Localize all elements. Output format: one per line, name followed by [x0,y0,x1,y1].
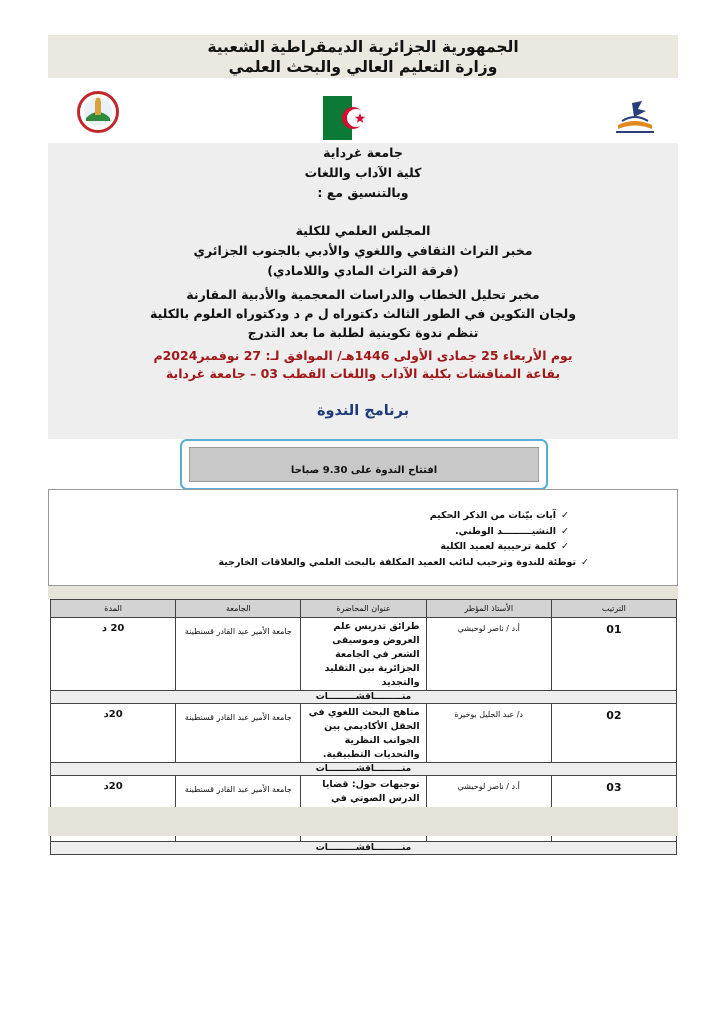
lab1-name: مخبر التراث الثقافي واللغوي والأدبي بالجنوب الجزائري [193,243,533,258]
header-duration: المدة [51,600,176,618]
divider-strip [48,586,678,599]
header-rank: الترتيب [551,600,676,618]
lab1-team: (فرقة التراث المادي واللامادي) [267,263,459,278]
ministry-title: وزارة التعليم العالي والبحث العلمي [228,58,498,76]
check-icon: ✓ [581,556,589,568]
table-header-row [51,600,677,618]
header-band [48,35,678,78]
header-professor: الأستاذ المؤطر [426,600,551,618]
list-item: ✓آيات بيّنات من الذكر الحكيم [429,510,569,521]
check-icon: ✓ [561,510,569,521]
university-seal-logo [77,91,119,133]
faculty-name: كلية الآداب واللغات [304,165,422,180]
university-name: جامعة غرداية [323,145,403,160]
header-title: عنوان المحاضرة [301,600,426,618]
discussion-row: منـــــــــاقشـــــــــات [51,763,677,776]
discussion-row: منـــــــــاقشـــــــــات [51,691,677,704]
scientific-council: المجلس العلمي للكلية [295,223,431,238]
table-row: 02 د/ عبد الجليل بوخيرة مناهج البحث اللغوي في الحقل الأكاديمي بين الجوانب النظرية والتحديات التطبيقية. جامعة الأمير عبد القادر قسنطينة 20د [51,704,677,763]
list-item: ✓توطئة للندوة وترحيب لنائب العميد المكلفة بالبحث العلمي والعلاقات الخارجية [218,556,589,568]
table-row: 03 أ.د / ناصر لوحيشي توجيهات حول: قضايا الدرس الصوتي في جامعة الأمير عبد القادر قسنطينة 20د [51,776,677,842]
header-university: الجامعة [176,600,301,618]
organizers-panel [48,143,678,439]
check-icon: ✓ [561,541,569,552]
discussion-row: منـــــــــاقشـــــــــات [51,842,677,855]
opening-time: افتتاح الندوة على 9.30 صباحا [189,447,539,482]
table-row: 01 أ.د / ناصر لوحيشي طرائق تدريس علم العروض وموسيقى الشعر في الجامعة الجزائرية بين التقليد والتجديد جامعة الأمير عبد القادر قسنطينة 20 د [51,618,677,691]
seminar-announcement: تنظم ندوة تكوينية لطلبة ما بعد التدرج [247,325,479,340]
faculty-book-logo [612,95,658,137]
algeria-flag-icon [323,96,381,140]
lab2-name: مخبر تحليل الخطاب والدراسات المعجمية والأدبية المقارنة [186,287,540,302]
footer-strip [48,807,678,836]
doctoral-committees: ولجان التكوين في الطور الثالث دكتوراه ل م د ودكتوراه العلوم بالكلية [150,306,576,321]
republic-title: الجمهورية الجزائرية الديمقراطية الشعبية [207,38,519,56]
list-item: ✓النشيـــــــــد الوطني. [454,525,569,537]
program-title: برنامج الندوة [316,403,410,419]
coordination-label: وبالتنسيق مع : [317,185,409,200]
list-item: ✓كلمة ترحيبية لعميد الكلية [440,541,569,552]
opening-box [180,439,548,490]
event-date: يوم الأربعاء 25 جمادى الأولى 1446هـ/ الموافق لـ: 27 نوفمبر2024م [153,348,573,363]
opening-activities [48,489,678,586]
event-venue: بقاعة المناقشات بكلية الآداب واللغات القطب 03 – جامعة غرداية [165,366,561,381]
activities-list [199,508,589,570]
check-icon: ✓ [561,525,569,537]
